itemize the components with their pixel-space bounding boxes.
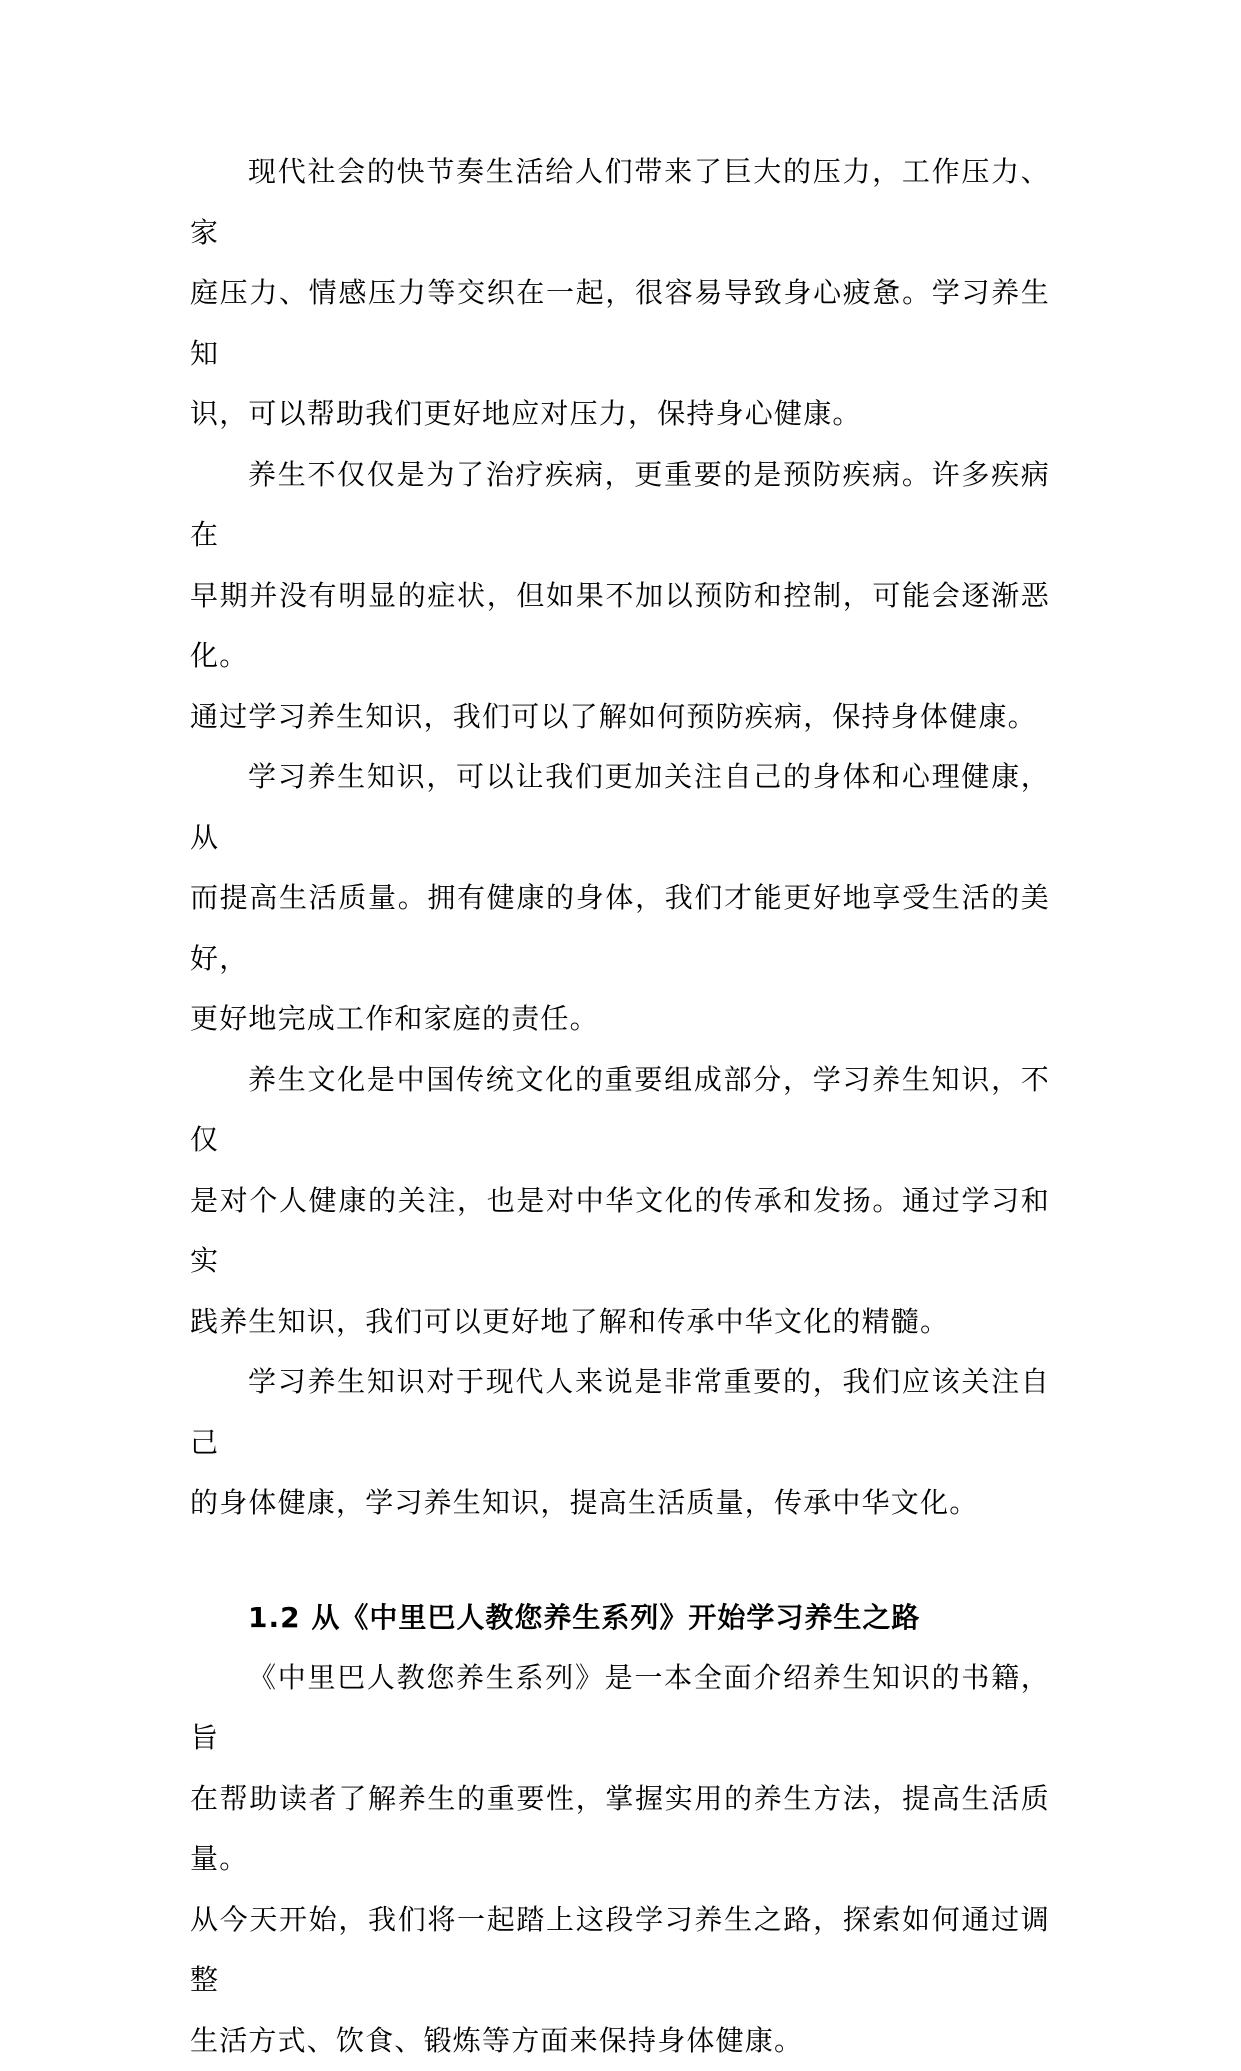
- text-line: 更好地完成工作和家庭的责任。: [190, 989, 1050, 1050]
- paragraph-conclusion: [190, 1352, 1050, 1534]
- text-line: 《中里巴人教您养生系列》是一本全面介绍养生知识的书籍，旨: [190, 1648, 1050, 1769]
- text-line: 学习养生知识，可以让我们更加关注自己的身体和心理健康，从: [190, 747, 1050, 868]
- text-line: 生活方式、饮食、锻炼等方面来保持身体健康。: [190, 2011, 1050, 2071]
- paragraph-quality-of-life: [190, 747, 1050, 1050]
- paragraph-stress: [190, 142, 1050, 445]
- text-line: 而提高生活质量。拥有健康的身体，我们才能更好地享受生活的美好，: [190, 868, 1050, 989]
- document-body: [190, 142, 1050, 2071]
- paragraph-book-intro: [190, 1648, 1050, 2071]
- text-line: 学习养生知识对于现代人来说是非常重要的，我们应该关注自己: [190, 1352, 1050, 1473]
- text-line: 现代社会的快节奏生活给人们带来了巨大的压力，工作压力、家: [190, 142, 1050, 263]
- text-line: 从今天开始，我们将一起踏上这段学习养生之路，探索如何通过调整: [190, 1890, 1050, 2011]
- text-line: 通过学习养生知识，我们可以了解如何预防疾病，保持身体健康。: [190, 687, 1050, 748]
- text-line: 养生文化是中国传统文化的重要组成部分，学习养生知识，不仅: [190, 1050, 1050, 1171]
- section-heading: 1.2 从《中里巴人教您养生系列》开始学习养生之路: [190, 1588, 1050, 1648]
- paragraph-culture: [190, 1050, 1050, 1353]
- text-line: 识，可以帮助我们更好地应对压力，保持身心健康。: [190, 384, 1050, 445]
- text-line: 在帮助读者了解养生的重要性，掌握实用的养生方法，提高生活质量。: [190, 1769, 1050, 1890]
- text-line: 践养生知识，我们可以更好地了解和传承中华文化的精髓。: [190, 1292, 1050, 1353]
- text-line: 的身体健康，学习养生知识，提高生活质量，传承中华文化。: [190, 1473, 1050, 1534]
- text-line: 庭压力、情感压力等交织在一起，很容易导致身心疲惫。学习养生知: [190, 263, 1050, 384]
- text-line: 是对个人健康的关注，也是对中华文化的传承和发扬。通过学习和实: [190, 1171, 1050, 1292]
- paragraph-prevention: [190, 445, 1050, 748]
- text-line: 养生不仅仅是为了治疗疾病，更重要的是预防疾病。许多疾病在: [190, 445, 1050, 566]
- text-line: 早期并没有明显的症状，但如果不加以预防和控制，可能会逐渐恶化。: [190, 566, 1050, 687]
